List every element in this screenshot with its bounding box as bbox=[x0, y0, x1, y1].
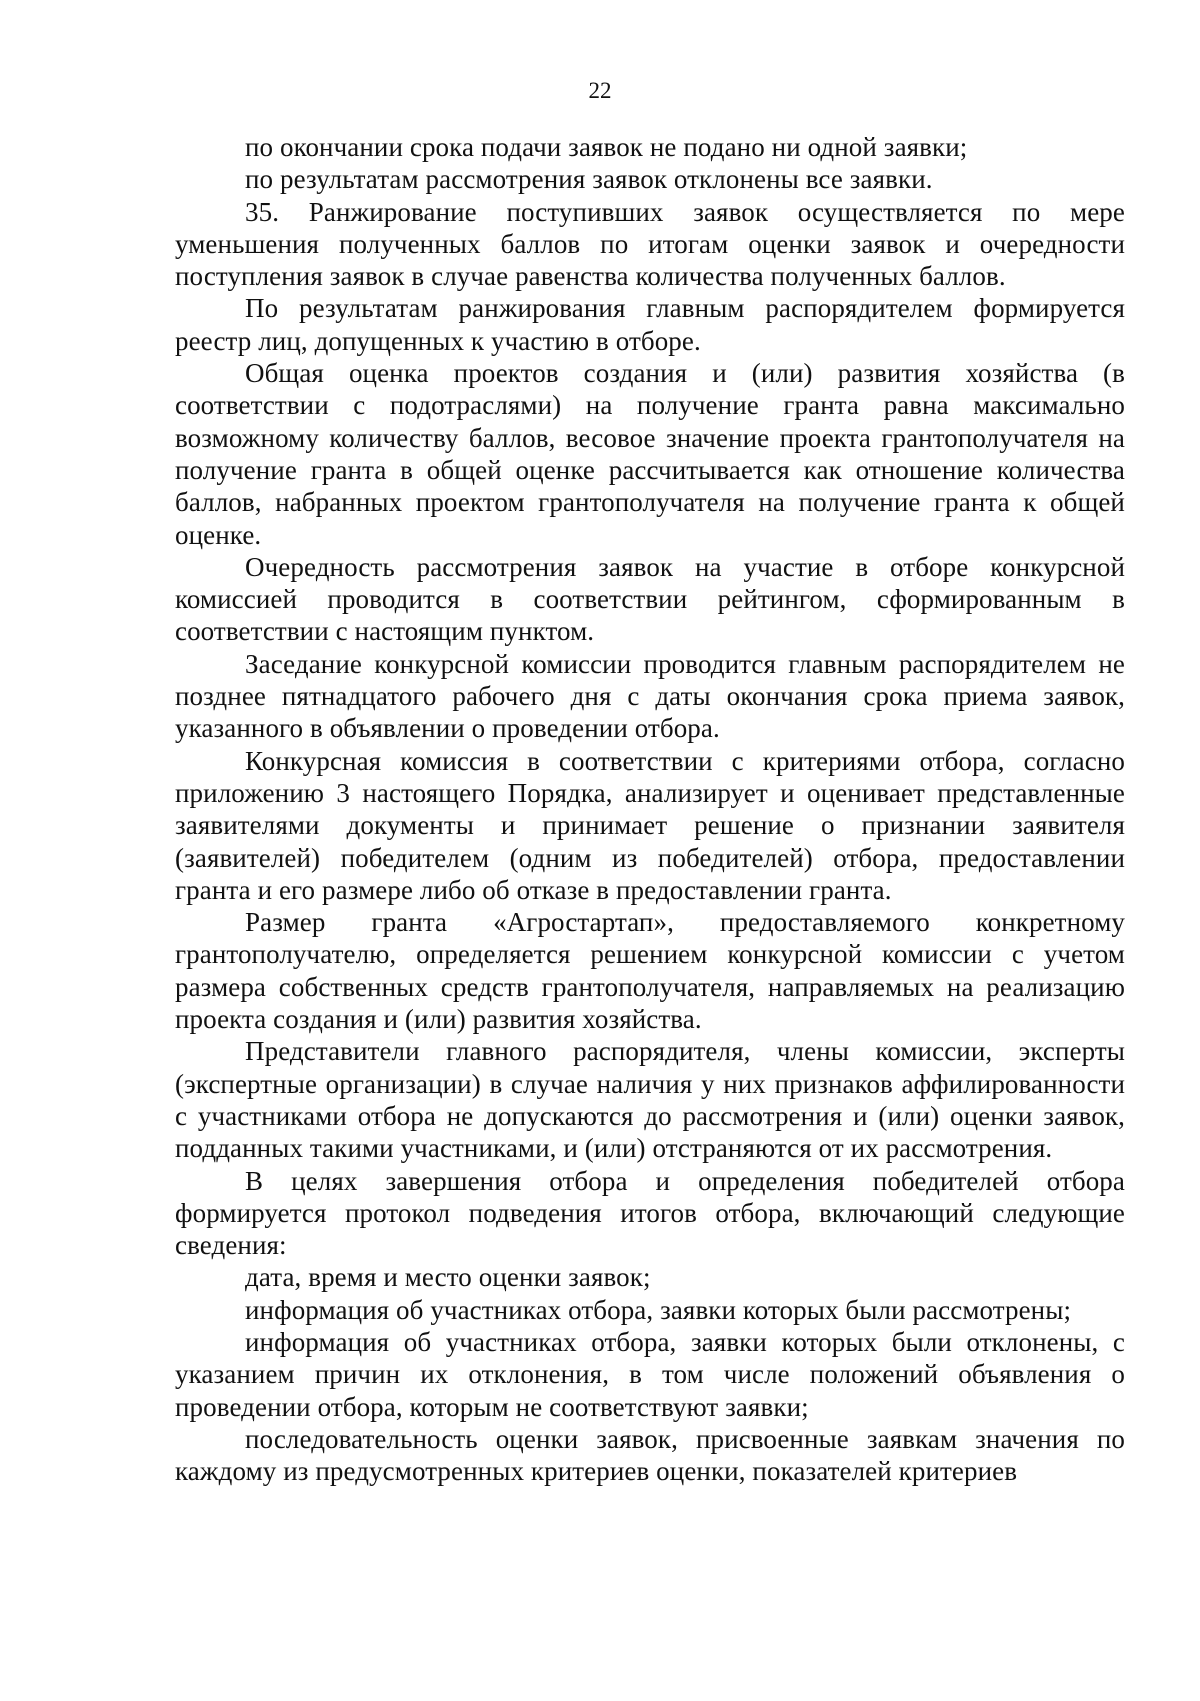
paragraph: дата, время и место оценки заявок; bbox=[245, 1262, 651, 1293]
paragraph: По результатам ранжирования главным распорядителем формируется реестр лиц, допущенных к участию в отборе. bbox=[175, 293, 1125, 356]
paragraph: Общая оценка проектов создания и (или) развития хозяйства (в соответствии с подотраслями) на получение гранта равна максимально возможному количеству баллов, весовое значение проекта грантополучателя на получение гранта в общей оценке рассчитывается как отношение количества баллов, набранных проектом грантополучателя на получение гранта к общей оценке. bbox=[175, 358, 1125, 550]
paragraph: Заседание конкурсной комиссии проводится главным распорядителем не позднее пятнадцатого рабочего дня с даты окончания срока приема заявок, указанного в объявлении о проведении отбора. bbox=[175, 648, 1125, 744]
paragraph: последовательность оценки заявок, присвоенные заявкам значения по каждому из предусмотренных критериев оценки, показателей критериев bbox=[175, 1423, 1125, 1487]
paragraph: по результатам рассмотрения заявок отклонены все заявки. bbox=[245, 164, 933, 195]
paragraph: 35. Ранжирование поступивших заявок осуществляется по мере уменьшения полученных баллов по итогам оценки заявок и очередности поступления заявок в случае равенства количества полученных баллов. bbox=[175, 196, 1125, 292]
paragraph: информация об участниках отбора, заявки которых были рассмотрены; bbox=[245, 1294, 1072, 1325]
paragraph: по окончании срока подачи заявок не подано ни одной заявки; bbox=[245, 132, 968, 162]
paragraph: информация об участниках отбора, заявки которых были отклонены, с указанием причин их отклонения, в том числе положений объявления о проведении отбора, которым не соответствуют заявки; bbox=[175, 1326, 1125, 1422]
paragraph: Конкурсная комиссия в соответствии с критериями отбора, согласно приложению 3 настоящего Порядка, анализирует и оценивает представленные заявителями документы и принимает решение о признании заявителя (заявителей) победителем (одним из победителей) отбора, предоставлении гранта и его размере либо об отказе в предоставлении гранта. bbox=[175, 745, 1125, 905]
page-number: 22 bbox=[588, 78, 612, 103]
document-body bbox=[175, 131, 1125, 1487]
paragraph: Размер гранта «Агростартап», предоставляемого конкретному грантополучателю, определяется решением конкурсной комиссии с учетом размера собственных средств грантополучателя, направляемых на реализацию проекта создания и (или) развития хозяйства. bbox=[175, 907, 1125, 1035]
paragraph: В целях завершения отбора и определения победителей отбора формируется протокол подведения итогов отбора, включающий следующие сведения: bbox=[175, 1165, 1125, 1261]
paragraph: Представители главного распорядителя, члены комиссии, эксперты (экспертные организации) в случае наличия у них признаков аффилированности с участниками отбора не допускаются до рассмотрения и (или) оценки заявок, подданных такими участниками, и (или) отстраняются от их рассмотрения. bbox=[175, 1036, 1125, 1164]
paragraph: Очередность рассмотрения заявок на участие в отборе конкурсной комиссией проводится в соответствии рейтингом, сформированным в соответствии с настоящим пунктом. bbox=[175, 551, 1125, 647]
